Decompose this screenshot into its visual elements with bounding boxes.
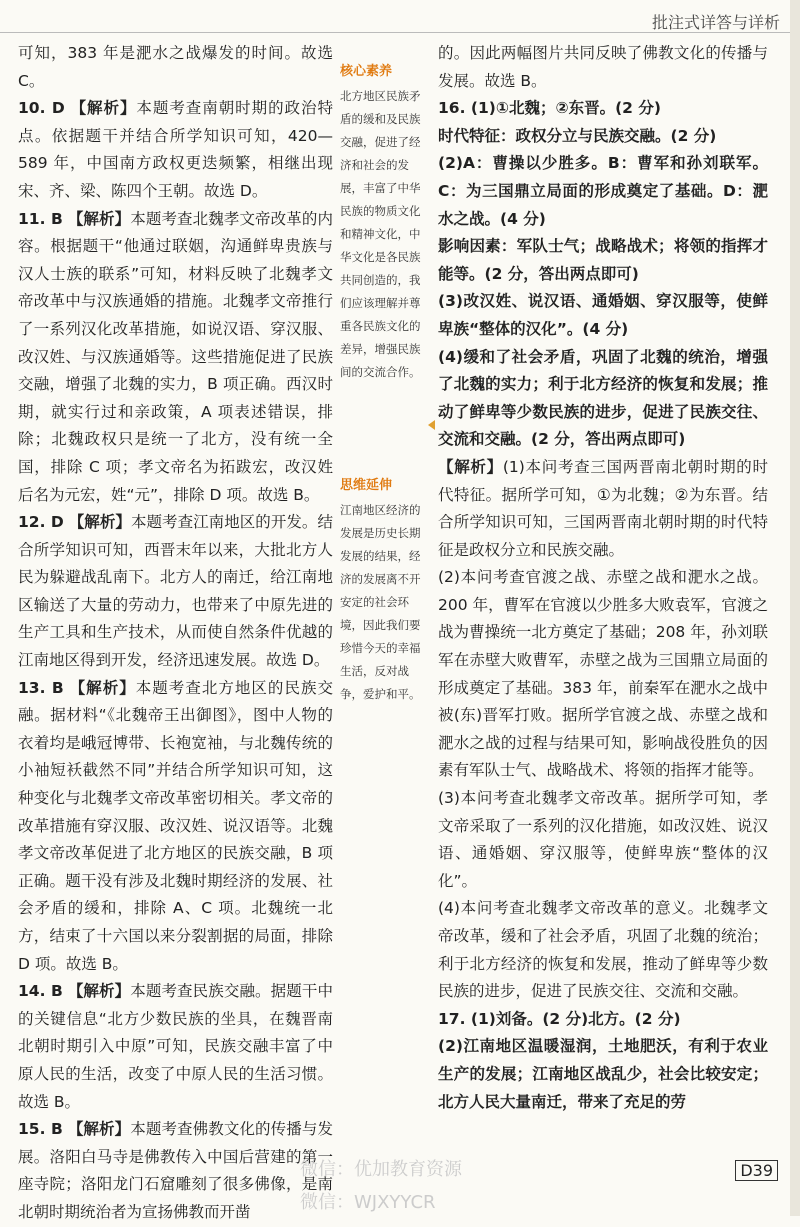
item-text: 本题考查南朝时期的政治特点。依据题干并结合所学知识可知，420—589 年，中国南方政权更迭频繁，相继出现宋、齐、梁、陈四个王朝。故选 D。 [18, 99, 333, 200]
answer-item [18, 1116, 333, 1226]
paragraph-text: 的。因此两幅图片共同反映了佛教文化的传播与发展。故选 B。 [438, 44, 768, 90]
paragraph [438, 895, 768, 1005]
item-tag: 【解析】 [67, 1120, 131, 1139]
paragraph-text: (4)本问考查北魏孝文帝改革的意义。北魏孝文帝改革，缓和了社会矛盾，巩固了北魏的统治；利于北方经济的恢复和发展，推动了鲜卑等少数民族的进步，促进了民族交往、交流和交融。 [438, 899, 768, 1001]
item-number: 10. D [18, 99, 65, 118]
watermark-line: 微信：WJXYYCR [300, 1192, 436, 1213]
item-number: 17. [438, 1009, 466, 1028]
answer-item [18, 206, 333, 510]
answer-line [438, 150, 768, 233]
paragraph-text: (2)本问考查官渡之战、赤壁之战和淝水之战。200 年，曹军在官渡以少胜多大败袁军，官渡之战为曹操统一北方奠定了基础；208 年，孙刘联军在赤壁大败曹军，赤壁之战为三国鼎立局面的形成奠定了基础。383 年，前秦军在淝水之战中被(东)晋军打败。据所学官渡之战、赤壁之战和淝水之战的过程与结果可知，影响战役胜负的因素有军队士气、战略战术、将领的指挥才能等。 [438, 568, 768, 780]
item-tag: 【解析】 [68, 513, 131, 532]
answer-item [18, 675, 333, 979]
answer-item [18, 509, 333, 675]
page-edge [790, 0, 800, 1216]
item-number: 16. [438, 99, 466, 118]
item-number: 11. B [18, 209, 63, 228]
answer-text: (2)江南地区温暖湿润，土地肥沃，有利于农业生产的发展；江南地区战乱少，社会比较安定；北方人民大量南迁，带来了充足的劳 [438, 1037, 768, 1111]
answer-line [438, 344, 768, 454]
sidebar-core-literacy [340, 60, 430, 384]
answer-text: (1)①北魏；②东晋。(2 分) [470, 99, 661, 118]
item-tag: 【解析】 [70, 99, 137, 118]
paragraph [438, 564, 768, 785]
sidebar-text: 江南地区经济的发展是历史长期发展的结果，经济的发展离不开安定的社会环境，因此我们要珍惜今天的幸福生活，反对战争，爱护和平。 [340, 503, 421, 701]
item-text: 可知，383 年是淝水之战爆发的时间。故选 C。 [18, 44, 333, 90]
answer-line [438, 1006, 768, 1034]
sidebar-tag: 思维延伸 [340, 478, 393, 493]
item-text: 本题考查民族交融。据题干中的关键信息“北方少数民族的坐具，在魏晋南北朝时期引入中原”可知，民族交融丰富了中原人民的生活，改变了中原人民的生活习惯。故选 B。 [18, 982, 333, 1111]
answer-text: 影响因素：军队士气；战略战术；将领的指挥才能等。(2 分，答出两点即可) [438, 237, 768, 283]
item-tag: 【解析】 [67, 209, 131, 228]
right-column [438, 40, 768, 1116]
page-number: D39 [735, 1160, 778, 1181]
item-number: 14. B [18, 982, 63, 1001]
answer-item [18, 40, 333, 95]
answer-text: (4)缓和了社会矛盾，巩固了北魏的统治，增强了北魏的实力；利于北方经济的恢复和发展；推动了鲜卑等少数民族的进步，促进了民族交往、交流和交融。(2 分，答出两点即可) [438, 347, 768, 449]
sidebar-thinking-extension [340, 474, 430, 706]
answer-text: (1)刘备。(2 分)北方。(2 分) [470, 1009, 681, 1028]
paragraph [438, 454, 768, 564]
item-number: 12. D [18, 513, 64, 532]
item-text: 本题考查江南地区的开发。结合所学知识可知，西晋末年以来，大批北方人民为躲避战乱南下。北方人的南迁，给江南地区输送了大量的劳动力，也带来了中原先进的生产工具和生产技术，从而使自然条件优越的江南地区得到开发，经济迅速发展。故选 D。 [18, 513, 333, 670]
item-number: 15. B [18, 1120, 63, 1139]
answer-text: (2)A：曹操以少胜多。B：曹军和孙刘联军。C：为三国鼎立局面的形成奠定了基础。D：淝水之战。(4 分) [438, 154, 768, 228]
item-text: 本题考查北魏孝文帝改革的内容。根据题干“他通过联姻，沟通鲜卑贵族与汉人士族的联系”可知，材料反映了北魏孝文帝改革中与汉族通婚的措施。北魏孝文帝推行了一系列汉化改革措施，如说汉语、穿汉服、改汉姓、与汉族通婚等。这些措施促进了民族交融，增强了北魏的实力，B 项正确。西汉时期，就实行过和亲政策，A 项表述错误，排除；北魏政权只是统一了北方，没有统一全国，排除 C 项；孝文帝名为拓跋宏，改汉姓后名为元宏，姓“元”，排除 D 项。故选 B。 [18, 209, 333, 504]
sidebar-text: 北方地区民族矛盾的缓和及民族交融，促进了经济和社会的发展，丰富了中华民族的物质文化和精神文化，中华文化是各民族共同创造的，我们应该理解并尊重各民族文化的差异，增强民族间的交流合作。 [340, 89, 421, 379]
left-column [18, 40, 333, 1227]
paragraph [438, 40, 768, 95]
item-tag: 【解析】 [438, 457, 503, 476]
answer-item [18, 95, 333, 205]
watermark-line: 微信：优加教育资源 [300, 1159, 462, 1180]
answer-text: (3)改汉姓、说汉语、通婚姻、穿汉服等，使鲜卑族“整体的汉化”。(4 分) [438, 292, 768, 338]
pointer-triangle-icon [428, 420, 435, 430]
item-text: 本题考查佛教文化的传播与发展。洛阳白马寺是佛教传入中国后营建的第一座寺院；洛阳龙门石窟雕刻了很多佛像，是南北朝时期统治者为宣扬佛教而开凿 [18, 1120, 333, 1221]
item-tag: 【解析】 [67, 982, 131, 1001]
item-number: 13. B [18, 678, 64, 697]
paragraph-text: (1)本问考查三国两晋南北朝时期的时代特征。据所学可知，①为北魏；②为东晋。结合所学知识可知，三国两晋南北朝时期的时代特征是政权分立和民族交融。 [438, 457, 768, 559]
answer-line [438, 288, 768, 343]
sidebar-tag: 核心素养 [340, 64, 393, 79]
answer-item [18, 978, 333, 1116]
paragraph-text: (3)本问考查北魏孝文帝改革。据所学可知，孝文帝采取了一系列的汉化措施，如改汉姓、说汉语、通婚姻、穿汉服等，使鲜卑族“整体的汉化”。 [438, 789, 768, 890]
item-text: 本题考查北方地区的民族交融。据材料“《北魏帝王出御图》，图中人物的衣着均是峨冠博带、长袍宽袖，与北魏传统的小袖短袄截然不同”并结合所学知识可知，这种变化与北魏孝文帝改革密切相关。孝文帝的改革措施有穿汉服、改汉姓、说汉语等。北魏孝文帝改革促进了北方地区的民族交融，B 项正确。题干没有涉及北魏时期经济的发展、社会矛盾的缓和，排除 A、C 项。北魏统一北方，结束了十六国以来分裂割据的局面，排除 D 项。故选 B。 [18, 678, 333, 973]
answer-line [438, 1033, 768, 1116]
answer-line [438, 95, 768, 123]
paragraph [438, 785, 768, 895]
answer-line [438, 233, 768, 288]
item-tag: 【解析】 [69, 678, 136, 697]
answer-text: 时代特征：政权分立与民族交融。(2 分) [438, 126, 717, 145]
header-rule [0, 32, 790, 33]
answer-line [438, 123, 768, 151]
page-header: 批注式详答与详析 [651, 13, 780, 32]
